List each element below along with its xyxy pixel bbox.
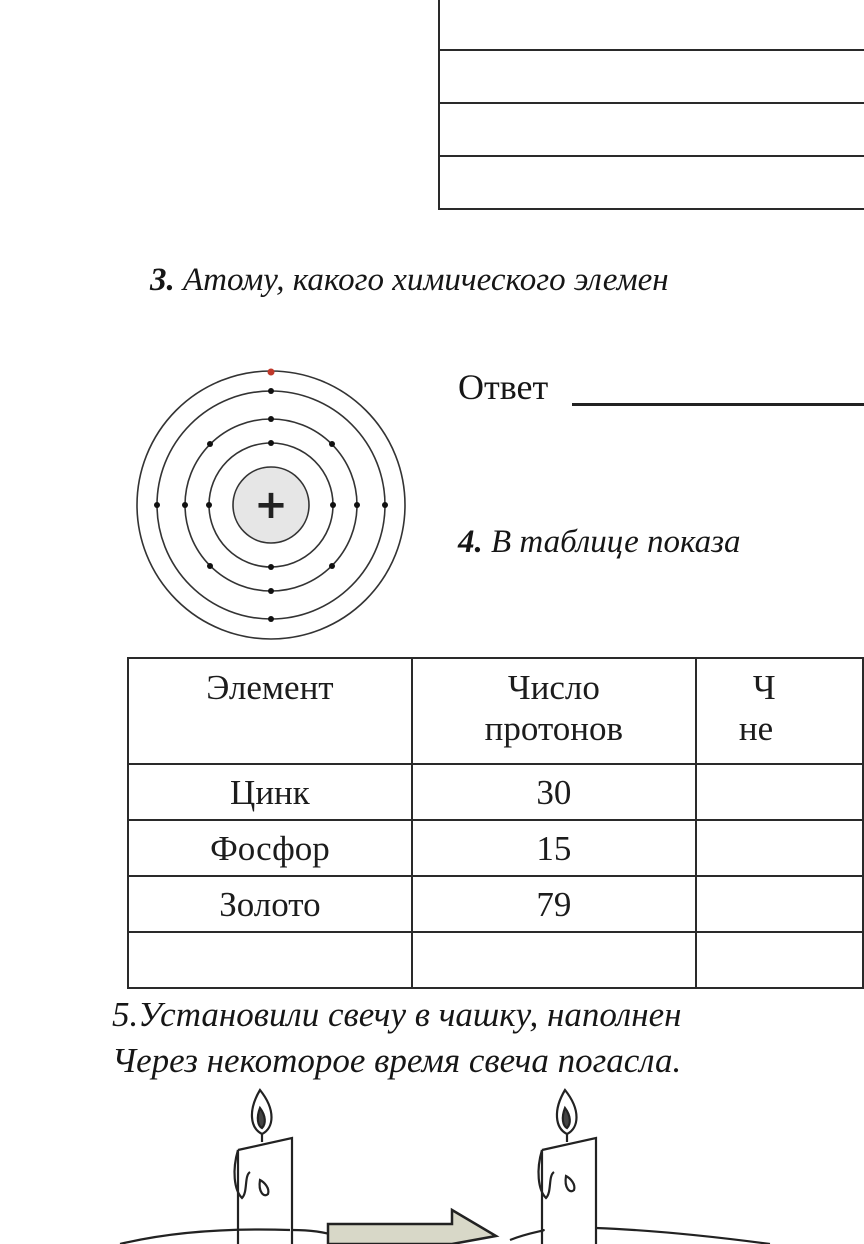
element-table	[127, 657, 864, 989]
cell-element	[128, 932, 412, 988]
top-answer-table	[438, 0, 864, 210]
electron	[268, 416, 274, 422]
dish-left	[120, 1230, 290, 1244]
electron	[268, 388, 274, 394]
electron	[382, 502, 388, 508]
electron	[329, 441, 335, 447]
table-row	[128, 820, 863, 876]
candle-right	[539, 1090, 596, 1244]
candle-left	[235, 1090, 292, 1244]
question-4-number: 4.	[458, 524, 483, 560]
candle-illustration	[110, 1080, 864, 1244]
question-3	[150, 262, 669, 299]
answer-label: Ответ	[458, 367, 549, 407]
dish-right	[510, 1228, 770, 1244]
cell-element: Фосфор	[128, 820, 412, 876]
question-4	[458, 524, 741, 561]
electron	[329, 563, 335, 569]
top-table-row	[439, 156, 864, 209]
electron	[354, 502, 360, 508]
header-protons	[412, 658, 696, 764]
header-protons-line2: протонов	[484, 709, 624, 748]
electron	[182, 502, 188, 508]
question-4-text: В таблице показа	[491, 524, 741, 560]
question-3-text: Атому, какого химического элемен	[183, 262, 669, 298]
table-row	[128, 876, 863, 932]
electron	[207, 441, 213, 447]
top-table-row	[439, 50, 864, 103]
table-row	[128, 932, 863, 988]
electron	[268, 588, 274, 594]
top-table-row	[439, 0, 864, 50]
cell-protons: 30	[412, 764, 696, 820]
header-neutrons-line1: Ч	[752, 668, 776, 707]
table-row	[128, 764, 863, 820]
cell-neutrons	[696, 876, 863, 932]
header-protons-line1: Число	[507, 668, 600, 707]
header-element	[128, 658, 412, 764]
cell-neutrons	[696, 764, 863, 820]
electron-outer-red	[268, 369, 275, 376]
electron	[154, 502, 160, 508]
cell-protons: 15	[412, 820, 696, 876]
arrow-right	[328, 1210, 496, 1244]
question-3-number: 3.	[150, 262, 175, 298]
header-element-label: Элемент	[206, 668, 334, 707]
atom-diagram	[132, 366, 410, 644]
electron	[268, 564, 274, 570]
cell-element: Золото	[128, 876, 412, 932]
electron	[268, 440, 274, 446]
cell-element: Цинк	[128, 764, 412, 820]
cell-neutrons	[696, 820, 863, 876]
header-neutrons	[696, 658, 863, 764]
electron	[268, 616, 274, 622]
electron	[206, 502, 212, 508]
nucleus-plus-sign: +	[254, 482, 288, 528]
cell-protons: 79	[412, 876, 696, 932]
question-5-line1: 5.Установили свечу в чашку, наполнен	[112, 995, 682, 1034]
cell-neutrons	[696, 932, 863, 988]
top-table-row	[439, 103, 864, 156]
question-5	[112, 992, 682, 1084]
electron	[207, 563, 213, 569]
answer-line	[572, 403, 864, 406]
header-neutrons-line2: не	[738, 709, 774, 748]
question-5-line2: Через некоторое время свеча погасла.	[112, 1041, 682, 1080]
cell-protons	[412, 932, 696, 988]
electron	[330, 502, 336, 508]
table-header-row	[128, 658, 863, 764]
